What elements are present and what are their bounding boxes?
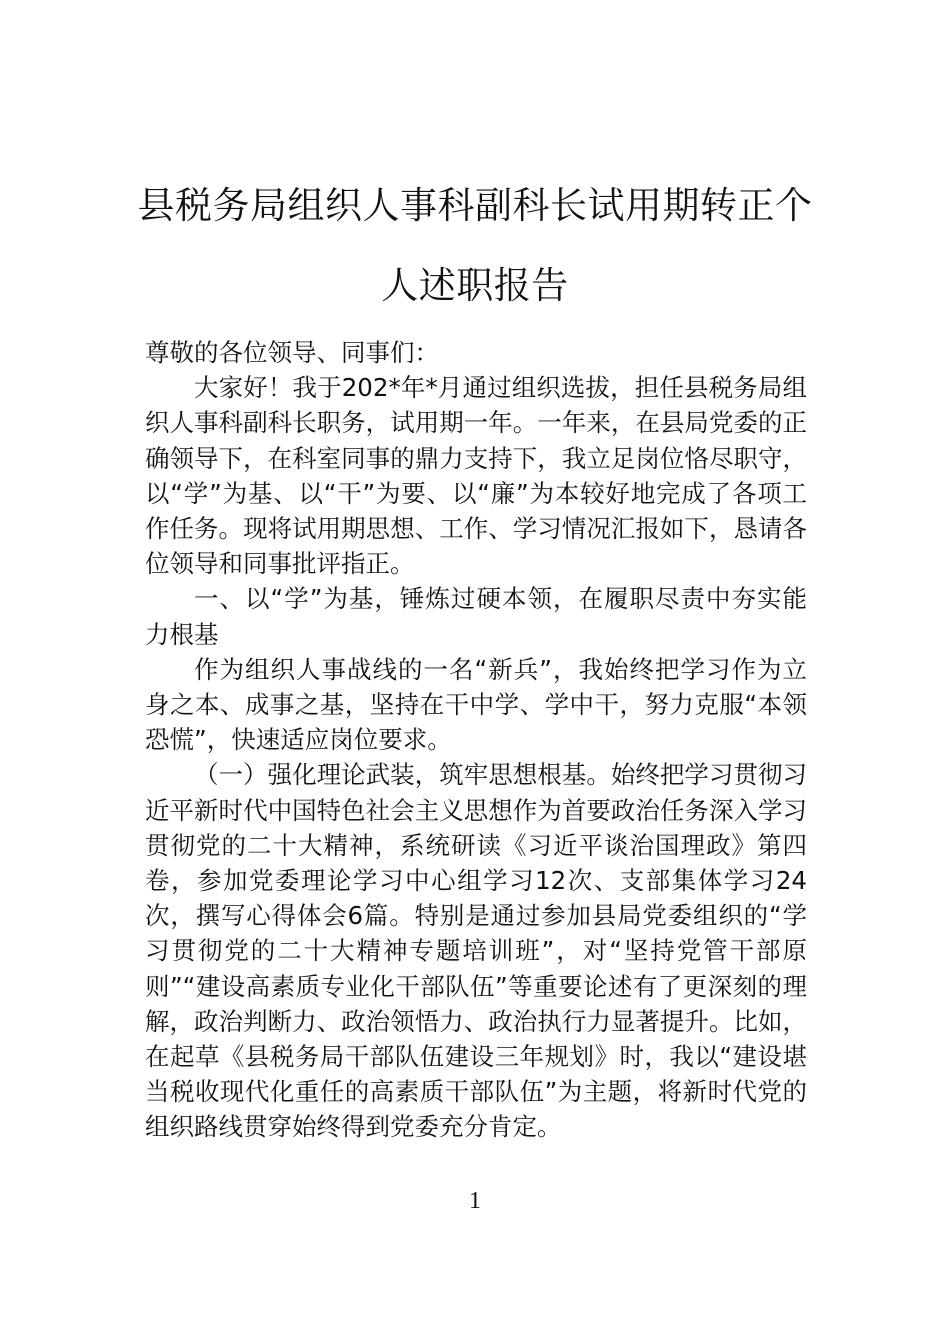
document-title: 县税务局组织人事科副科长试用期转正个人述职报告: [137, 184, 813, 307]
paragraph-section-intro: 作为组织人事战线的一名“新兵”，我始终把学习作为立身之本、成事之基，坚持在干中学、学中干，努力克服“本领恐慌”，快速适应岗位要求。: [145, 654, 807, 755]
salutation: 尊敬的各位领导、同事们：: [145, 338, 439, 367]
paragraph-subsection-1: （一）强化理论武装，筑牢思想根基。始终把学习贯彻习近平新时代中国特色社会主义思想作为首要政治任务深入学习贯彻党的二十大精神，系统研读《习近平谈治国理政》第四卷，参加党委理论学习中心组学习12次、支部集体学习24次，撰写心得体会6篇。特别是通过参加县局党委组织的“学习贯彻党的二十大精神专题培训班”，对“坚持党管干部原则”“建设高素质专业化干部队伍”等重要论述有了更深刻的理解，政治判断力、政治领悟力、政治执行力显著提升。比如，在起草《县税务局干部队伍建设三年规划》时，我以“建设堪当税收现代化重任的高素质干部队伍”为主题，将新时代党的组织路线贯穿始终得到党委充分肯定。: [145, 760, 807, 1142]
page-number: 1: [469, 1188, 481, 1214]
document-body: [145, 335, 807, 1145]
section-heading-1: 一、以“学”为基，锤炼过硬本领，在履职尽责中夯实能力根基: [145, 584, 807, 649]
paragraph-opening: 大家好！我于202*年*月通过组织选拔，担任县税务局组织人事科副科长职务，试用期一年。一年来，在县局党委的正确领导下，在科室同事的鼎力支持下，我立足岗位恪尽职守，以“学”为基、以“干”为要、以“廉”为本较好地完成了各项工作任务。现将试用期思想、工作、学习情况汇报如下，恳请各位领导和同事批评指正。: [145, 373, 807, 579]
